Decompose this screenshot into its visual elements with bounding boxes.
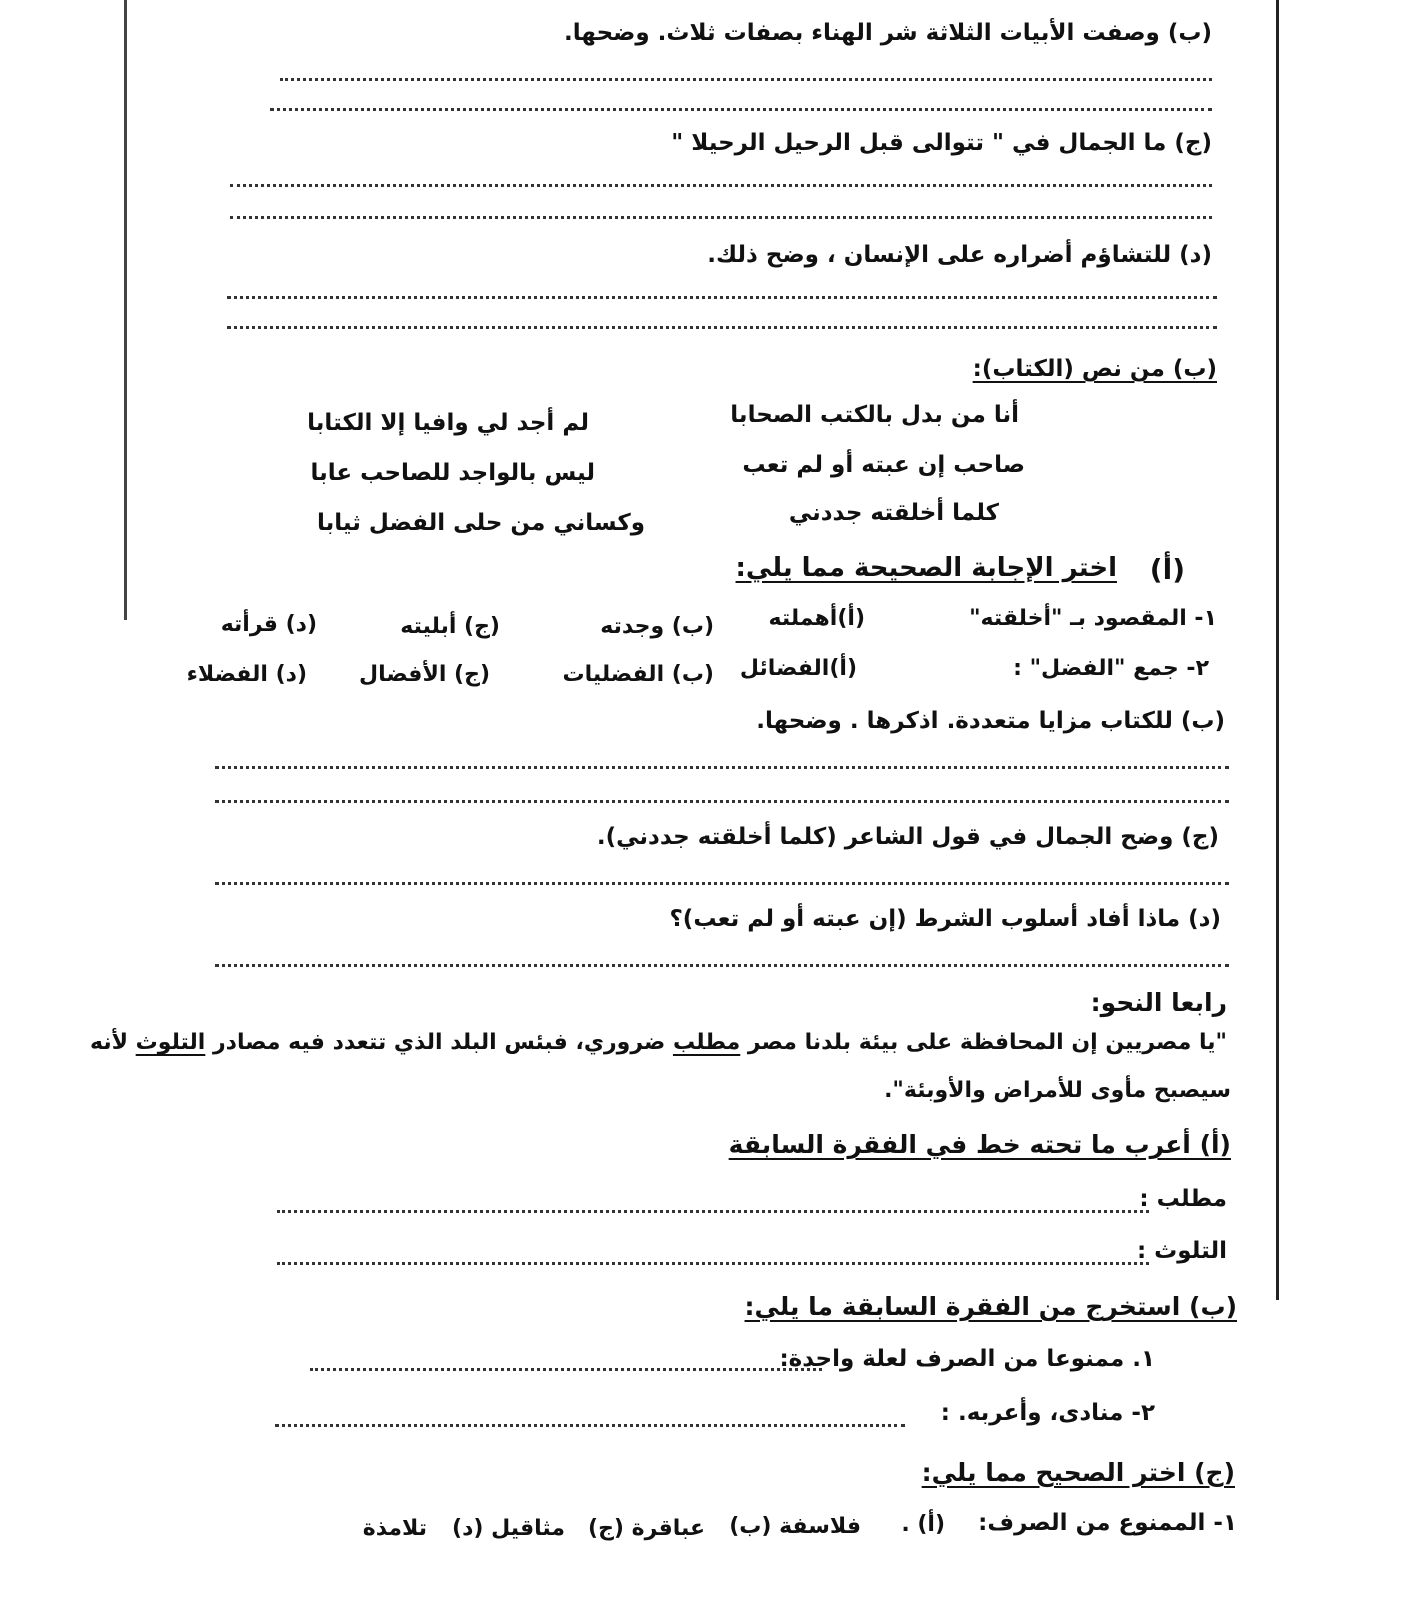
answer-line[interactable] [280, 78, 1212, 81]
question-b-merits: (ب) للكتاب مزايا متعددة. اذكرها . وضحها. [756, 708, 1225, 734]
answer-line[interactable] [215, 766, 1229, 769]
grammar-b-item-1: ١. ممنوعا من الصرف لعلة واحدة: [779, 1346, 1155, 1372]
grammar-title: رابعا النحو: [1090, 988, 1227, 1017]
grammar-c-title: (ج) اختر الصحيح مما يلي: [921, 1458, 1235, 1487]
verse-3-left: وكساني من حلى الفضل ثيابا [316, 510, 645, 536]
choose-title: اختر الإجابة الصحيحة مما يلي: [735, 553, 1117, 583]
underlined-word-matlab: مطلب [672, 1030, 741, 1055]
verse-1-left: لم أجد لي وافيا إلا الكتابا [307, 410, 589, 436]
grammar-b-title: (ب) استخرج من الفقرة السابقة ما يلي: [744, 1292, 1237, 1321]
question-b-description: (ب) وصفت الأبيات الثلاثة شر الهناء بصفات ثلاث. وضحها. [564, 20, 1212, 46]
mcq-2-option-c[interactable]: (ج) الأفضال [359, 662, 490, 687]
mcq-1-option-a[interactable]: (أ)أهملته [768, 606, 865, 631]
answer-line[interactable] [215, 882, 1229, 885]
paragraph-text: لأنه [90, 1030, 136, 1055]
section-title-kitab: (ب) من نص (الكتاب): [972, 356, 1217, 382]
grammar-c-option-c[interactable]: عباقرة (ج) [588, 1516, 705, 1541]
answer-line[interactable] [230, 216, 1212, 219]
grammar-c-option-d[interactable]: مثاقيل (د) [452, 1516, 565, 1541]
verse-3-right: كلما أخلقته جددني [788, 500, 999, 526]
mcq-1-question: ١- المقصود بـ "أخلقته" [969, 606, 1217, 631]
paragraph-text: "يا مصريين إن المحافظة على بيئة بلدنا مصر [740, 1030, 1227, 1055]
grammar-c-question: ١- الممنوع من الصرف: [978, 1510, 1237, 1536]
grammar-c-option-b[interactable]: فلاسفة (ب) [729, 1514, 861, 1539]
grammar-a-item-talawuth: التلوث : [1136, 1238, 1227, 1264]
verse-2-left: ليس بالواجد للصاحب عابا [310, 460, 595, 486]
mcq-2-option-d[interactable]: (د) الفضلاء [186, 662, 307, 687]
mcq-1-option-c[interactable]: (ج) أبليته [400, 614, 500, 639]
choose-label: (أ) [1149, 553, 1185, 586]
answer-line[interactable] [275, 1424, 905, 1427]
page-border-right [1276, 0, 1279, 1300]
answer-line[interactable] [230, 184, 1212, 187]
grammar-paragraph-line1 [90, 1030, 1227, 1055]
answer-line[interactable] [270, 108, 1212, 111]
verse-2-right: صاحب إن عبته أو لم تعب [742, 452, 1025, 478]
answer-line[interactable] [215, 964, 1229, 967]
answer-line[interactable] [310, 1368, 822, 1371]
answer-line[interactable] [227, 296, 1217, 299]
grammar-b-item-2: ٢- منادى، وأعربه. : [940, 1400, 1155, 1426]
question-c-beauty: (ج) ما الجمال في " تتوالى قبل الرحيل الرحيلا " [671, 130, 1212, 156]
grammar-c-option-a[interactable]: (أ) . [901, 1512, 945, 1537]
paragraph-text: ضروري، فبئس البلد الذي تتعدد فيه مصادر [205, 1030, 673, 1055]
mcq-1-option-d[interactable]: (د) قرأته [220, 612, 317, 637]
question-c-kitab-beauty: (ج) وضح الجمال في قول الشاعر (كلما أخلقته جددني). [596, 824, 1219, 850]
page-border-left [124, 0, 127, 620]
question-d-condition: (د) ماذا أفاد أسلوب الشرط (إن عبته أو لم تعب)؟ [669, 906, 1221, 932]
underlined-word-talawuth: التلوث [135, 1030, 206, 1055]
answer-line[interactable] [277, 1210, 1149, 1213]
mcq-2-option-a[interactable]: (أ)الفضائل [739, 656, 857, 681]
grammar-c-option-e[interactable]: تلامذة [362, 1516, 427, 1541]
answer-line[interactable] [277, 1262, 1149, 1265]
answer-line[interactable] [215, 800, 1229, 803]
grammar-paragraph-line2: سيصبح مأوى للأمراض والأوبئة". [884, 1078, 1231, 1103]
mcq-2-question: ٢- جمع "الفضل" : [1013, 656, 1209, 681]
verse-1-right: أنا من بدل بالكتب الصحابا [730, 402, 1019, 428]
answer-line[interactable] [227, 326, 1217, 329]
mcq-1-option-b[interactable]: (ب) وجدته [600, 614, 714, 639]
grammar-a-title: (أ) أعرب ما تحته خط في الفقرة السابقة [728, 1130, 1231, 1159]
question-d-pessimism: (د) للتشاؤم أضراره على الإنسان ، وضح ذلك. [707, 242, 1212, 268]
mcq-2-option-b[interactable]: (ب) الفضليات [562, 662, 714, 687]
grammar-a-item-matlab: مطلب : [1139, 1186, 1227, 1212]
